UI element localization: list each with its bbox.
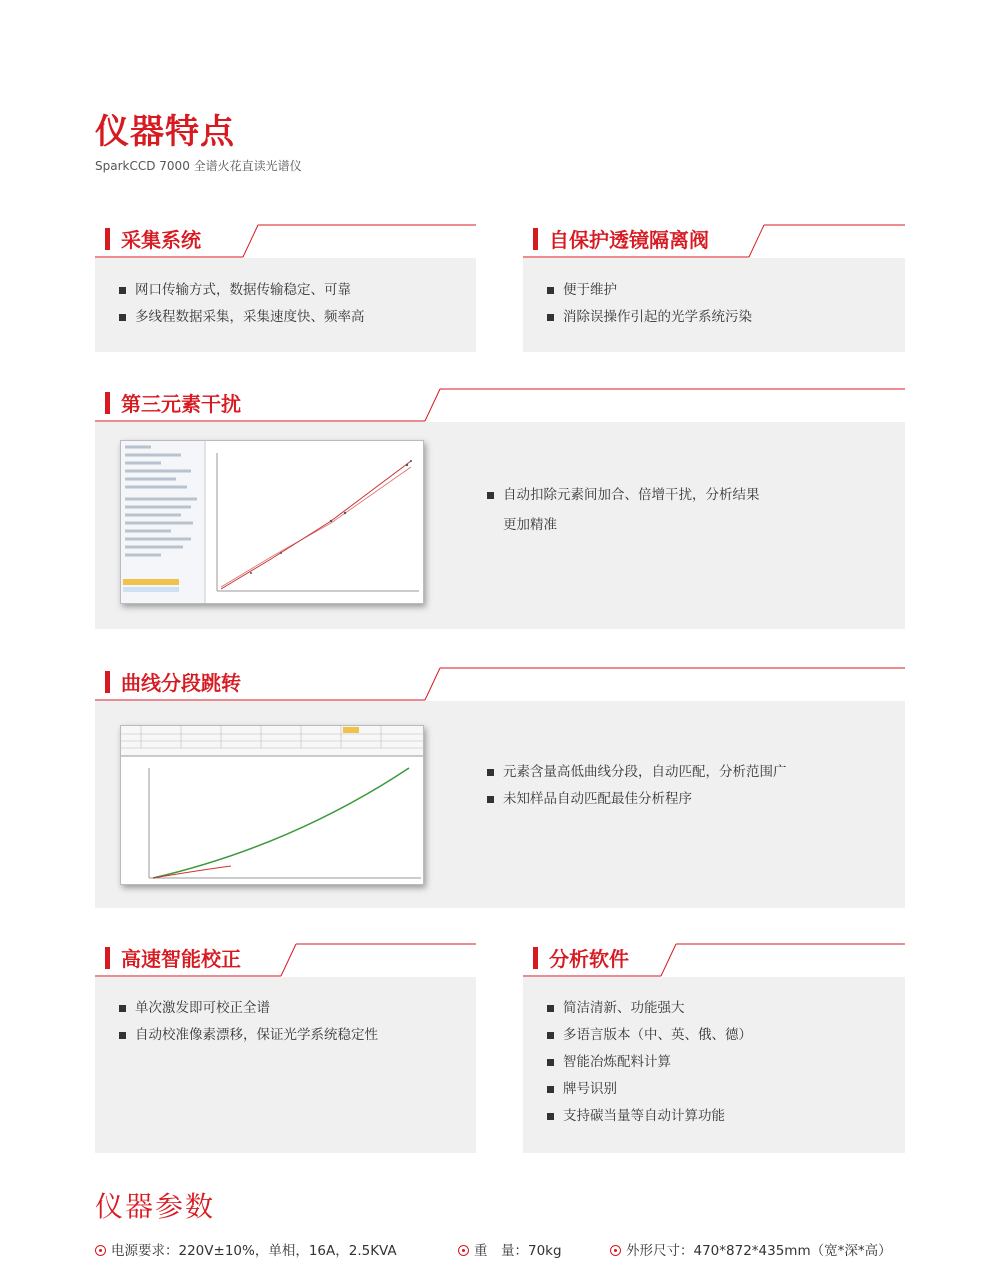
list-item-continuation: 更加精准	[503, 517, 557, 533]
section-calibration	[95, 943, 476, 1153]
header-bar-icon	[105, 947, 110, 969]
section-interference	[95, 388, 905, 629]
square-bullet-icon	[119, 1032, 126, 1039]
section-panel	[95, 422, 905, 629]
square-bullet-icon	[487, 769, 494, 776]
spec-size: 外形尺寸：470*872*435mm（宽*深*高）	[610, 1239, 892, 1259]
square-bullet-icon	[547, 1059, 554, 1066]
section-header	[95, 943, 476, 977]
section-header	[95, 667, 905, 701]
spec-weight: 重 量：70kg	[458, 1239, 562, 1259]
list-item: 牌号识别	[547, 1076, 752, 1103]
section-title: 高速智能校正	[121, 947, 241, 971]
segmented-curve-image	[121, 726, 424, 885]
circle-dot-icon	[458, 1245, 469, 1256]
section-valve	[523, 224, 905, 352]
section-software	[523, 943, 905, 1153]
section-panel	[95, 258, 476, 352]
list-item: 消除误操作引起的光学系统污染	[547, 304, 752, 331]
square-bullet-icon	[119, 1005, 126, 1012]
list-item: 便于维护	[547, 277, 752, 304]
bullet-list	[119, 995, 378, 1049]
circle-dot-icon	[610, 1245, 621, 1256]
square-bullet-icon	[119, 287, 126, 294]
header-bar-icon	[533, 947, 538, 969]
circle-dot-icon	[95, 1245, 106, 1256]
section-curve	[95, 667, 905, 908]
params-title: 仪器参数	[95, 1190, 216, 1223]
section-header	[95, 388, 905, 422]
square-bullet-icon	[487, 492, 494, 499]
square-bullet-icon	[547, 287, 554, 294]
section-panel	[523, 258, 905, 352]
list-item: 支持碳当量等自动计算功能	[547, 1103, 752, 1130]
section-title: 曲线分段跳转	[121, 671, 241, 695]
bullet-list	[487, 759, 787, 813]
square-bullet-icon	[487, 796, 494, 803]
header-bar-icon	[105, 228, 110, 250]
list-item: 自动扣除元素间加合、倍增干扰，分析结果	[487, 480, 760, 510]
square-bullet-icon	[119, 314, 126, 321]
list-item: 多语言版本（中、英、俄、德）	[547, 1022, 752, 1049]
square-bullet-icon	[547, 1113, 554, 1120]
header-bar-icon	[105, 392, 110, 414]
page-title: 仪器特点	[95, 112, 235, 152]
section-header	[523, 943, 905, 977]
page-subtitle: SparkCCD 7000 全谱火花直读光谱仪	[95, 159, 302, 173]
bullet-list	[119, 277, 365, 331]
list-item: 多线程数据采集，采集速度快、频率高	[119, 304, 365, 331]
bullet-list	[547, 995, 752, 1130]
list-item: 自动校准像素漂移，保证光学系统稳定性	[119, 1022, 378, 1049]
section-title: 自保护透镜隔离阀	[549, 228, 709, 252]
square-bullet-icon	[547, 1086, 554, 1093]
header-bar-icon	[533, 228, 538, 250]
interference-software-screenshot	[120, 440, 424, 604]
square-bullet-icon	[547, 1005, 554, 1012]
section-header	[95, 224, 476, 258]
list-item: 未知样品自动匹配最佳分析程序	[487, 786, 787, 813]
curve-software-screenshot	[120, 725, 424, 885]
list-item: 智能冶炼配料计算	[547, 1049, 752, 1076]
spec-power: 电源要求：220V±10%，单相，16A，2.5KVA	[95, 1239, 397, 1259]
section-title: 采集系统	[121, 228, 201, 252]
list-item: 元素含量高低曲线分段，自动匹配，分析范围广	[487, 759, 787, 786]
bullet-list	[487, 480, 760, 540]
section-panel	[523, 977, 905, 1153]
header-bar-icon	[105, 671, 110, 693]
section-panel	[95, 701, 905, 908]
section-header	[523, 224, 905, 258]
section-title: 第三元素干扰	[121, 392, 241, 416]
square-bullet-icon	[547, 1032, 554, 1039]
list-item: 单次激发即可校正全谱	[119, 995, 378, 1022]
square-bullet-icon	[547, 314, 554, 321]
list-item: 简洁清新、功能强大	[547, 995, 752, 1022]
section-acquisition	[95, 224, 476, 352]
section-panel	[95, 977, 476, 1153]
calibration-curve-image	[121, 441, 424, 604]
list-item: 网口传输方式，数据传输稳定、可靠	[119, 277, 365, 304]
bullet-list	[547, 277, 752, 331]
section-title: 分析软件	[549, 947, 629, 971]
